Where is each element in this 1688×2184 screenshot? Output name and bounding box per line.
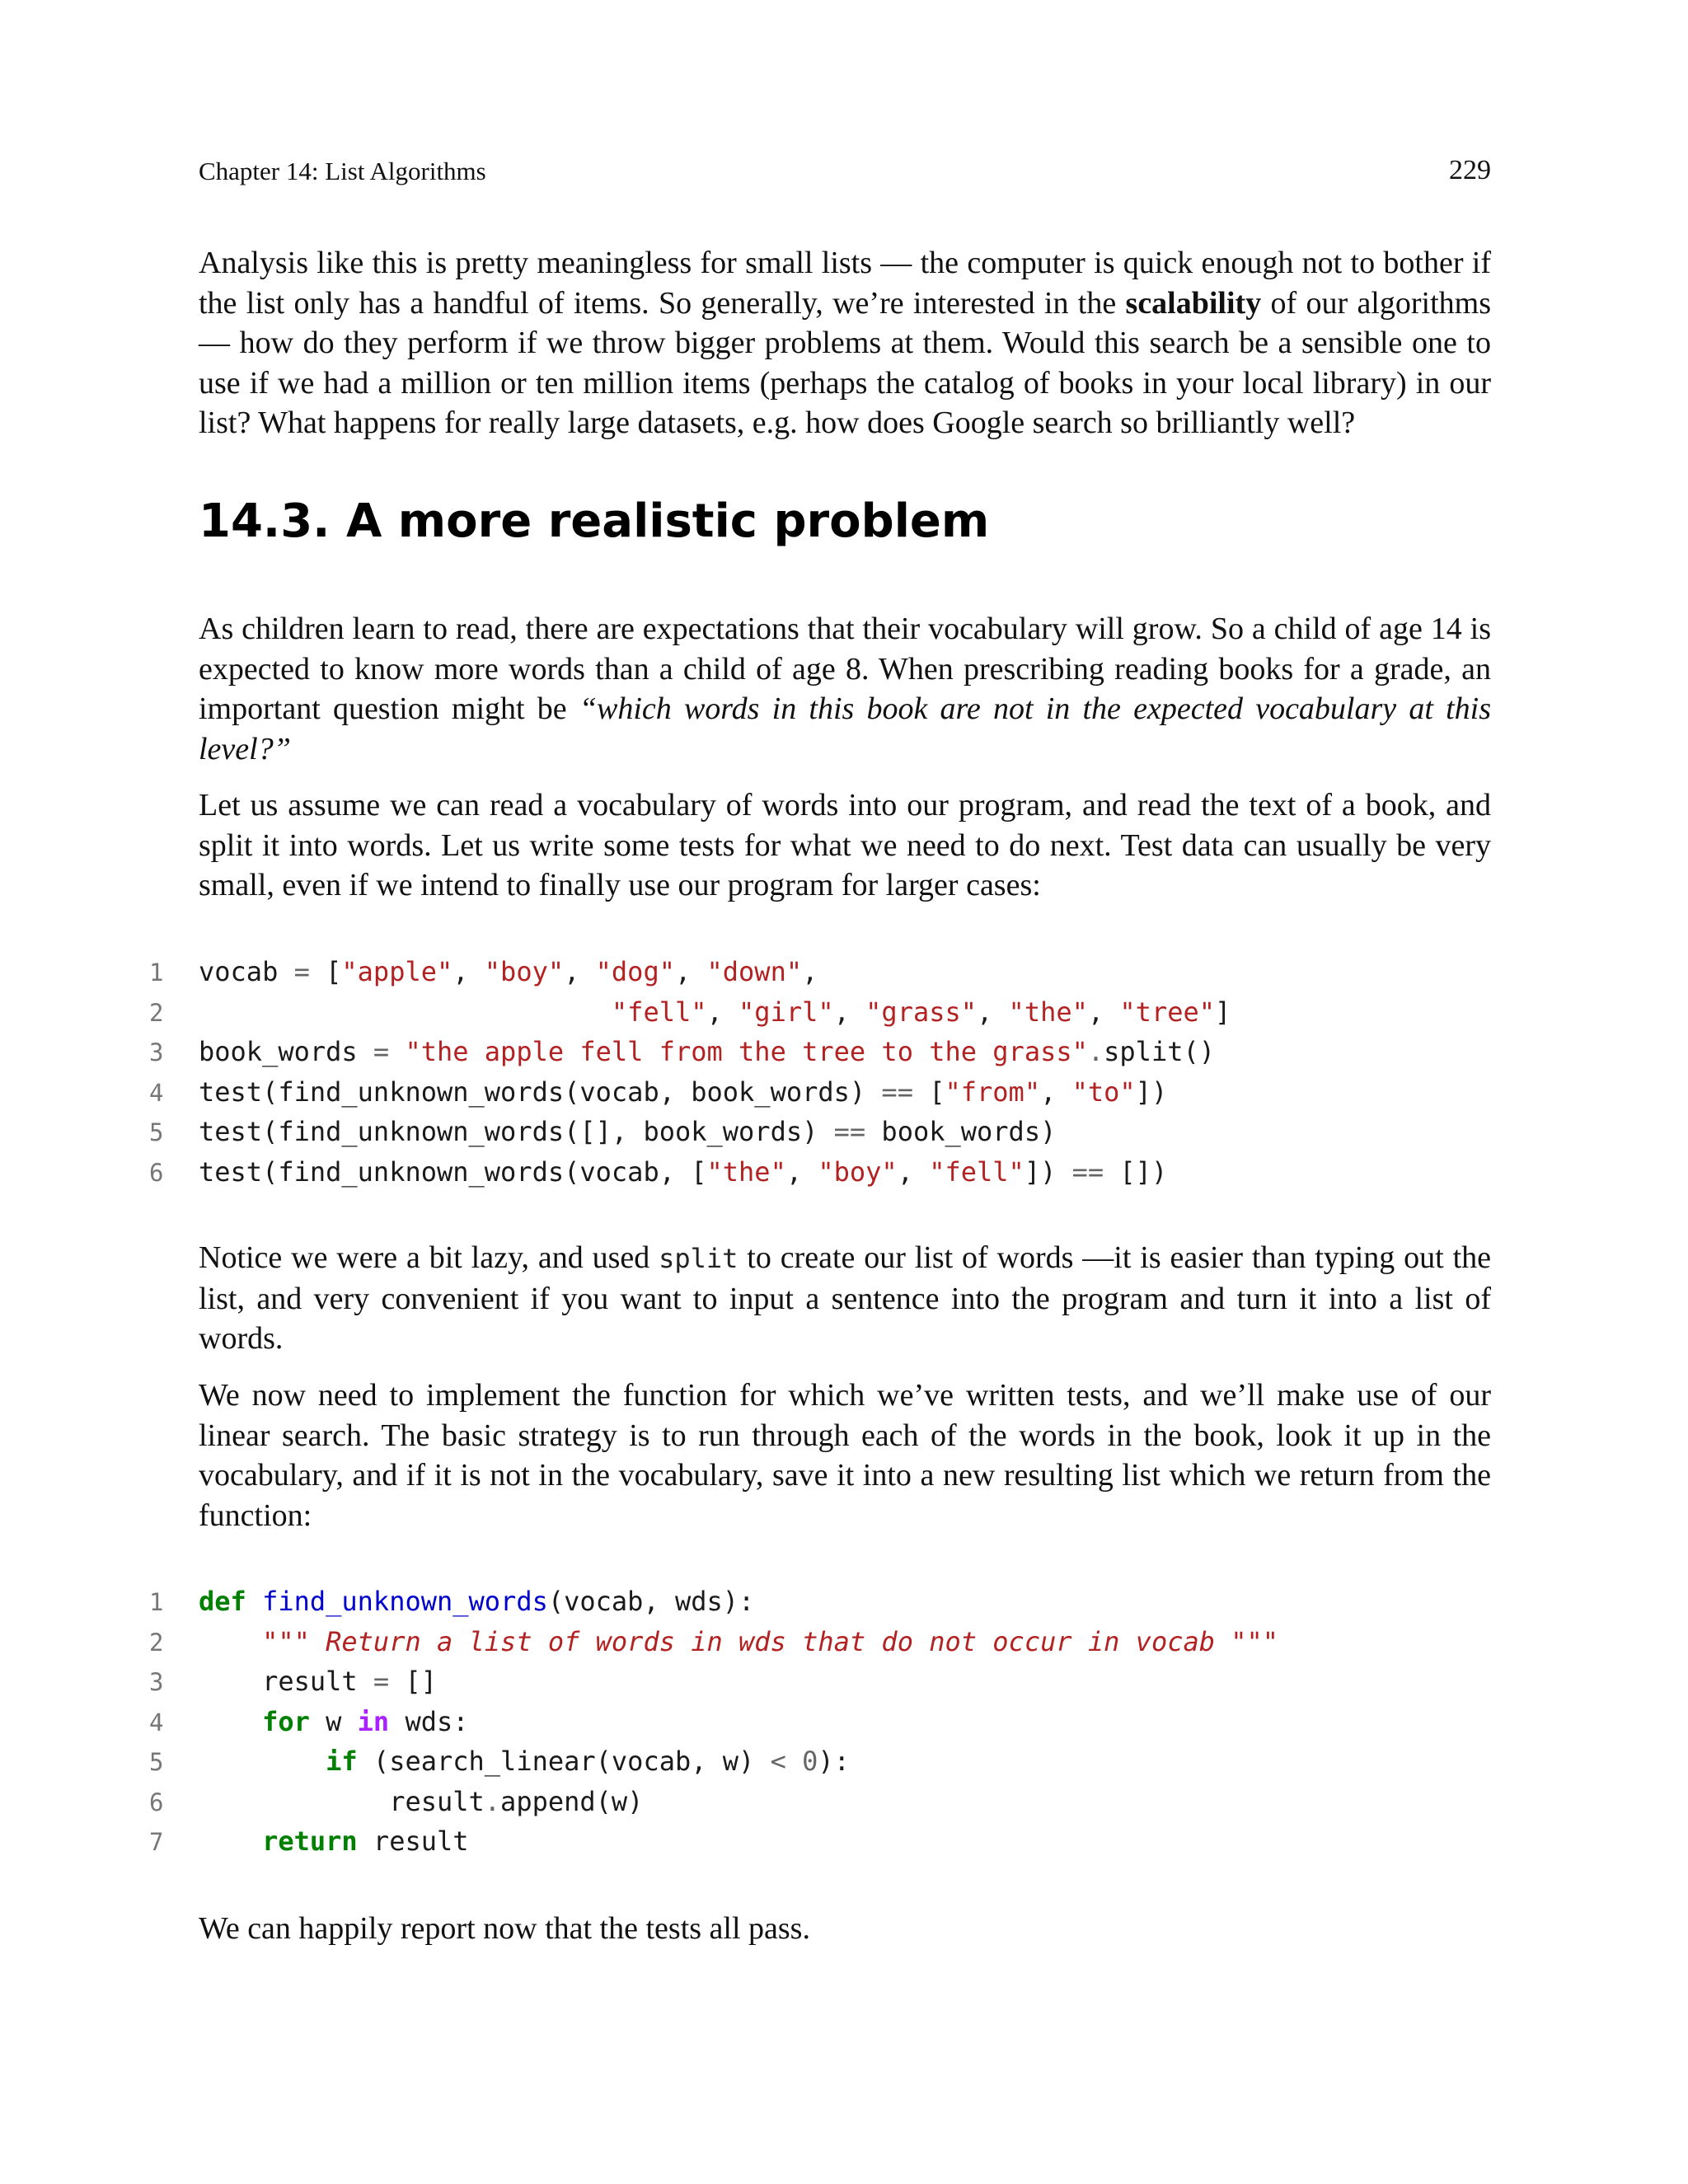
line-number: 2 [149, 1628, 164, 1657]
paragraph-text: of our algorithms — how do they perform if we throw bigger problems at them. Would this search be a sensible one to use if we had a million or ten million items (perhaps the catalog of books in your local library) in our list? What happens for really large datasets, e.g. how does Google search so brilliantly well? [199, 285, 1491, 440]
line-number: 1 [149, 1588, 164, 1616]
code-text: vocab = ["apple", "boy", "dog", "down", [199, 956, 818, 987]
code-text: test(find_unknown_words(vocab, book_words) == ["from", "to"]) [199, 1076, 1168, 1108]
line-number: 3 [149, 1668, 164, 1696]
line-number: 2 [149, 998, 164, 1027]
inline-code-split: split [659, 1243, 738, 1274]
page-number: 229 [1449, 155, 1491, 185]
paragraph-text: to create our list of words —it is easier than typing out the list, and very convenient if you want to input a sentence into the program and turn it into a list of words. [199, 1240, 1491, 1356]
italic-question: “which words in this book are not in the expected vocabulary at this level?” [199, 691, 1491, 766]
line-number: 6 [149, 1158, 164, 1187]
code-text: return result [262, 1825, 469, 1857]
bold-term-scalability: scalability [1125, 285, 1262, 321]
code-text: test(find_unknown_words(vocab, ["the", "boy", "fell"]) == []) [199, 1155, 1168, 1188]
code-line [0, 1116, 1688, 1155]
paragraph-text: As children learn to read, there are expectations that their vocabulary will grow. So a child of age 14 is expected to know more words than a child of age 8. When prescribing reading books for a grade, an important question might be [199, 612, 1491, 726]
paragraph-implementation: We now need to implement the function for which we’ve written tests, and we’ll make use of our linear search. The basic strategy is to run through each of the words in the book, look it up in the vocabulary, and if it is not in the vocabulary, save it into a new resulting list which we return from the function: [199, 1378, 1491, 1533]
code-line [0, 1156, 1688, 1196]
code-line [0, 1786, 1688, 1825]
line-number: 6 [149, 1788, 164, 1816]
code-line [0, 956, 1688, 996]
code-text: test(find_unknown_words([], book_words) == book_words) [199, 1116, 1057, 1147]
line-number: 1 [149, 958, 164, 987]
line-number: 5 [149, 1748, 164, 1776]
line-number: 3 [149, 1038, 164, 1066]
code-line [0, 1586, 1688, 1625]
line-number: 4 [149, 1708, 164, 1736]
code-line [0, 1825, 1688, 1865]
code-line [0, 1076, 1688, 1116]
paragraph-text: Notice we were a bit lazy, and used [199, 1240, 659, 1275]
code-text: result.append(w) [199, 1785, 644, 1817]
line-number: 4 [149, 1078, 164, 1107]
code-line [0, 1036, 1688, 1076]
running-head [199, 157, 1491, 194]
paragraph-text: Analysis like this is pretty meaningless for small lists — the computer is quick enough not to bother if the list only has a handful of items. So generally, we’re interested in the [199, 246, 1491, 321]
paragraph-vocabulary [199, 609, 1491, 769]
line-number: 5 [149, 1118, 164, 1146]
chapter-title: Chapter 14: List Algorithms [199, 157, 486, 185]
paragraph-split-note [199, 1238, 1491, 1359]
line-number: 7 [149, 1828, 164, 1856]
code-line [0, 996, 1688, 1036]
code-text: """ Return a list of words in wds that do not occur in vocab """ [262, 1625, 1279, 1657]
code-text: book_words = "the apple fell from the tree to the grass".split() [199, 1036, 1215, 1067]
paragraph-scalability [199, 243, 1491, 443]
code-line [0, 1706, 1688, 1746]
code-line [0, 1666, 1688, 1705]
code-text: "fell", "girl", "grass", "the", "tree"] [611, 996, 1231, 1028]
section-heading: 14.3. A more realistic problem [199, 494, 990, 548]
code-text: for w in wds: [262, 1705, 469, 1737]
code-text: def find_unknown_words(vocab, wds): [199, 1586, 755, 1617]
code-text: result = [] [199, 1666, 437, 1697]
paragraph-conclusion: We can happily report now that the tests all pass. [199, 1911, 810, 1946]
code-line [0, 1626, 1688, 1666]
code-text: if (search_linear(vocab, w) < 0): [326, 1746, 850, 1777]
paragraph-tests-intro: Let us assume we can read a vocabulary of words into our program, and read the text of a book, and split it into words. Let us write some tests for what we need to do next. Test data can usually be very small, even if we intend to finally use our program for larger cases: [199, 788, 1491, 902]
code-line [0, 1746, 1688, 1785]
